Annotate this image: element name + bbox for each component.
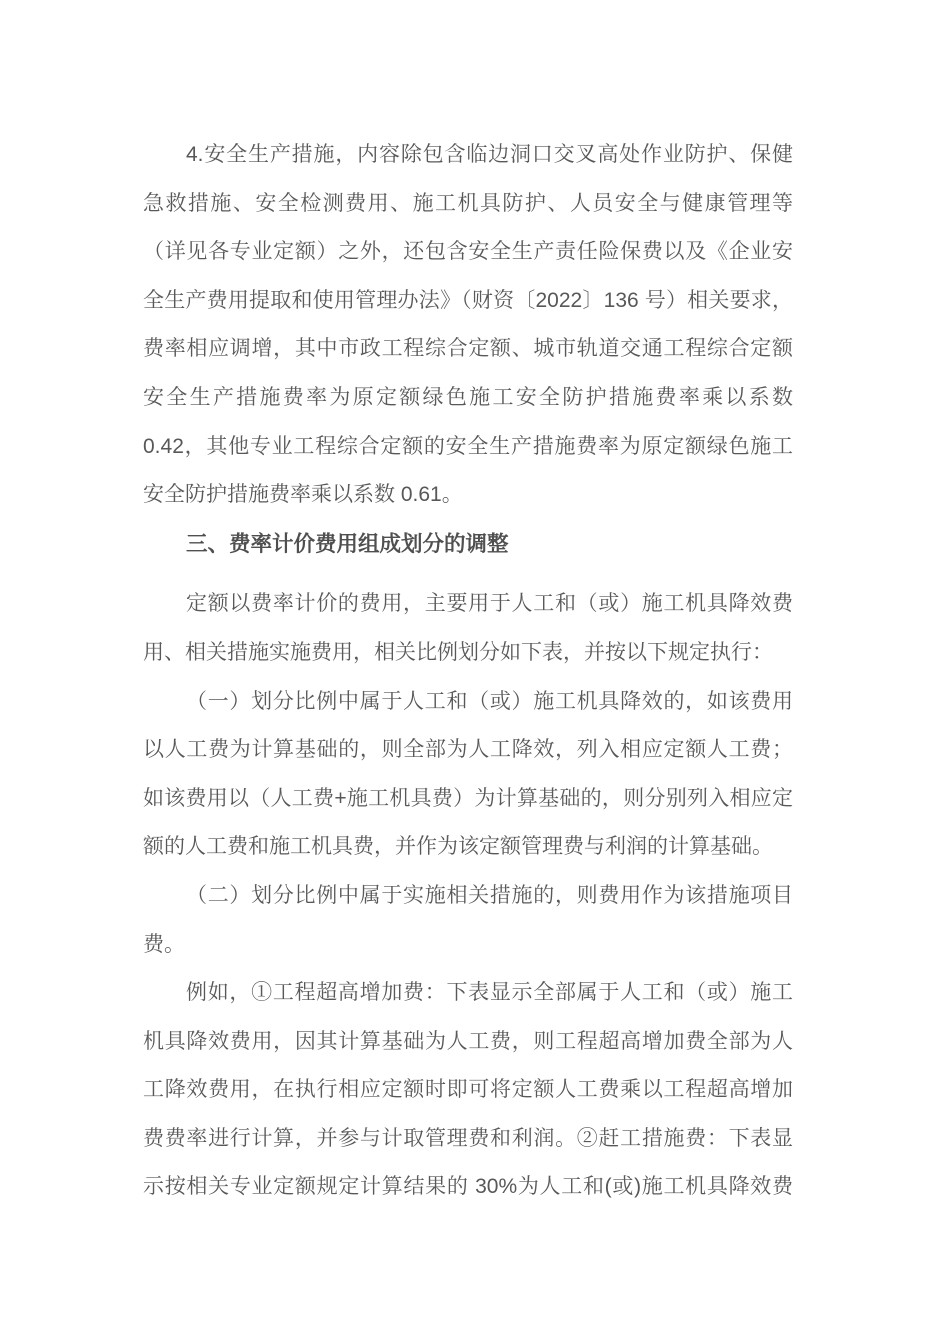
text-line: 三、费率计价费用组成划分的调整 — [186, 531, 509, 556]
section-heading — [143, 520, 793, 569]
text-line: 定额以费率计价的费用，主要用于人工和（或）施工机具降效费 — [186, 592, 793, 616]
text-line: 安全生产措施费率为原定额绿色施工安全防护措施费率乘以系数 — [143, 385, 793, 409]
text-line: 额的人工费和施工机具费，并作为该定额管理费与利润的计算基础。 — [143, 835, 773, 859]
document-body — [143, 131, 793, 1212]
paragraph — [143, 580, 793, 677]
text-line: 费费率进行计算，并参与计取管理费和利润。②赶工措施费：下表显 — [143, 1126, 793, 1150]
paragraph — [143, 131, 793, 520]
text-line: 全生产费用提取和使用管理办法》（财资〔2022〕136 号）相关要求， — [143, 288, 793, 312]
text-line: （一）划分比例中属于人工和（或）施工机具降效的，如该费用 — [186, 689, 793, 713]
text-line: 急救措施、安全检测费用、施工机具防护、人员安全与健康管理等 — [143, 191, 793, 215]
text-line: （详见各专业定额）之外，还包含安全生产责任险保费以及《企业安 — [143, 240, 793, 264]
text-line: 费率相应调增，其中市政工程综合定额、城市轨道交通工程综合定额 — [143, 337, 793, 361]
text-line: （二）划分比例中属于实施相关措施的，则费用作为该措施项目 — [186, 883, 793, 907]
text-line: 机具降效费用，因其计算基础为人工费，则工程超高增加费全部为人 — [143, 1029, 793, 1053]
text-line: 4.安全生产措施，内容除包含临边洞口交叉高处作业防护、保健 — [186, 143, 793, 166]
text-line: 如该费用以（人工费+施工机具费）为计算基础的，则分别列入相应定 — [143, 786, 793, 810]
text-line: 用、相关措施实施费用，相关比例划分如下表，并按以下规定执行： — [143, 640, 773, 664]
text-line: 安全防护措施费率乘以系数 0.61。 — [143, 483, 463, 507]
paragraph — [143, 969, 793, 1212]
paragraph — [143, 872, 793, 969]
text-line: 以人工费为计算基础的，则全部为人工降效，列入相应定额人工费； — [143, 738, 793, 762]
text-line: 例如，①工程超高增加费：下表显示全部属于人工和（或）施工 — [186, 981, 793, 1005]
text-line: 0.42，其他专业工程综合定额的安全生产措施费率为原定额绿色施工 — [143, 434, 793, 458]
text-line: 工降效费用，在执行相应定额时即可将定额人工费乘以工程超高增加 — [143, 1078, 793, 1102]
paragraph — [143, 678, 793, 872]
text-line: 费。 — [143, 932, 185, 956]
text-line: 示按相关专业定额规定计算结果的 30%为人工和(或)施工机具降效费 — [143, 1175, 793, 1199]
